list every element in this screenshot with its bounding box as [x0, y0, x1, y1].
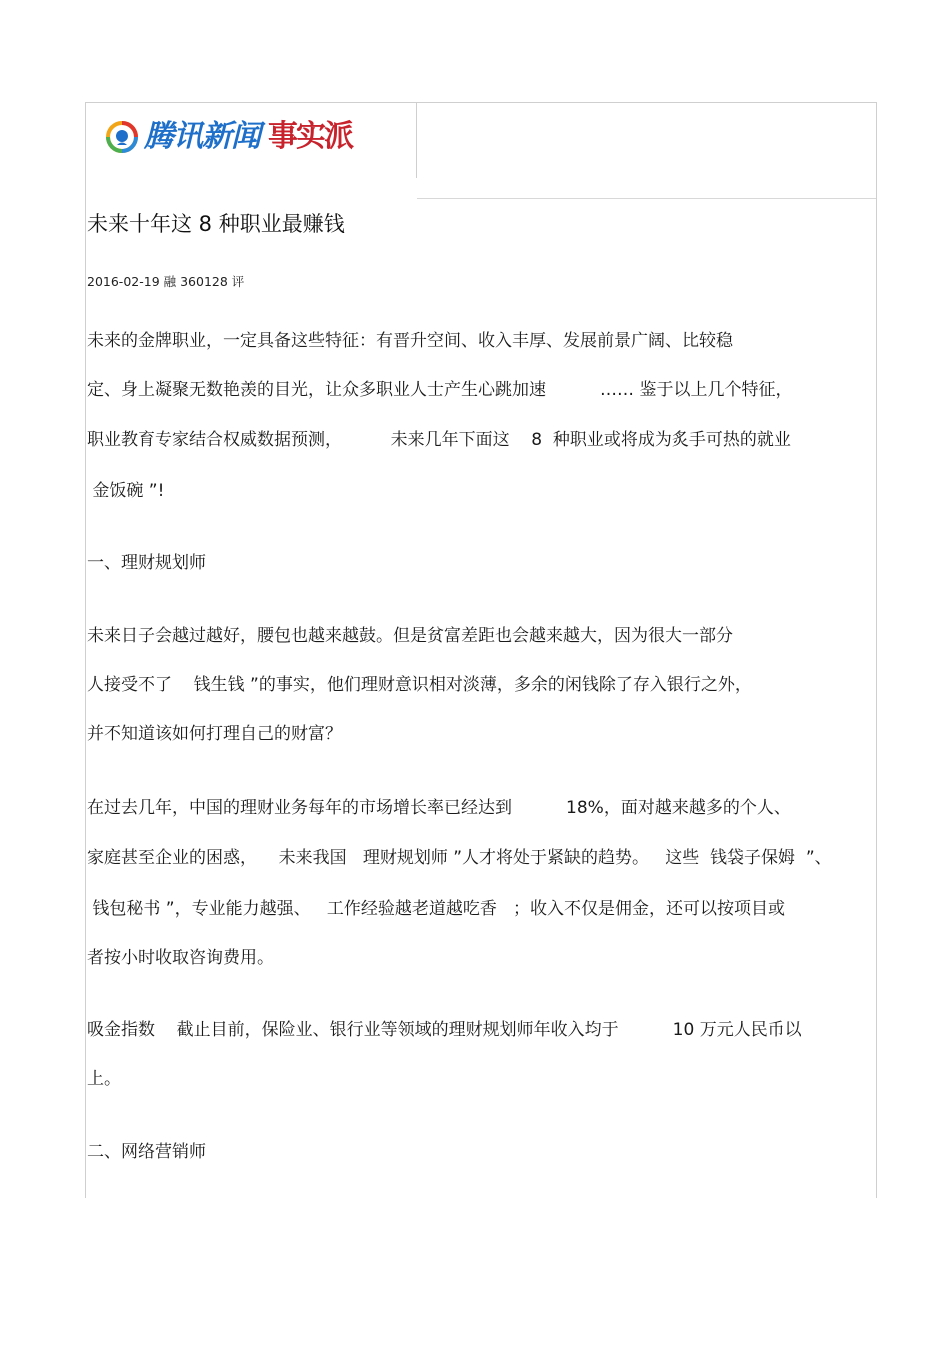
paragraph-line: 职业教育专家结合权威数据预测， 未来几年下面这 8 种职业或将成为炙手可热的就业 [87, 430, 791, 450]
frame-right-border [876, 102, 877, 1198]
tencent-news-logo[interactable] [106, 115, 396, 159]
paragraph-line: 未来的金牌职业，一定具备这些特征：有晋升空间、收入丰厚、发展前景广阔、比较稳 [87, 331, 733, 351]
paragraph-line: 在过去几年，中国的理财业务每年的市场增长率已经达到 18%，面对越来越多的个人、 [87, 798, 791, 818]
section-heading: 一、理财规划师 [87, 553, 206, 573]
tencent-news-logo-icon [106, 121, 138, 153]
frame-top-border [85, 102, 416, 103]
paragraph-line: 上。 [87, 1069, 121, 1089]
paragraph-line: 钱包秘书 ”，专业能力越强、 工作经验越老道越吃香 ；收入不仅是佣金，还可以按项目或 [87, 899, 786, 919]
article-title: 未来十年这 8 种职业最赚钱 [87, 212, 345, 236]
paragraph-line: 并不知道该如何打理自己的财富？ [87, 724, 342, 744]
paragraph-line: 人接受不了 钱生钱 ”的事实，他们理财意识相对淡薄，多余的闲钱除了存入银行之外， [87, 675, 752, 695]
paragraph-line: 吸金指数 截止目前，保险业、银行业等领域的理财规划师年收入均于 10 万元人民币以 [87, 1020, 802, 1040]
header-bottom-border [417, 198, 876, 199]
paragraph-line: 家庭甚至企业的困惑， 未来我国 理财规划师 ”人才将处于紧缺的趋势。 这些 钱袋子保姆 ”、 [87, 848, 832, 868]
paragraph-line: 定、身上凝聚无数艳羡的目光，让众多职业人士产生心跳加速 …… 鉴于以上几个特征， [87, 380, 793, 400]
frame-left-border [85, 102, 86, 1198]
paragraph-line: 者按小时收取咨询费用。 [87, 948, 274, 968]
logo-text-shishipai: 事实派 [268, 119, 352, 154]
paragraph-line: 金饭碗 ”! [87, 481, 165, 501]
logo-text-tencent-news: 腾讯新闻 [144, 119, 260, 154]
logo-divider [416, 102, 417, 178]
article-meta: 2016-02-19 融 360128 评 [87, 274, 245, 289]
frame-top-border-right [416, 102, 876, 103]
paragraph-line: 未来日子会越过越好，腰包也越来越鼓。但是贫富差距也会越来越大，因为很大一部分 [87, 626, 733, 646]
section-heading: 二、网络营销师 [87, 1142, 206, 1162]
